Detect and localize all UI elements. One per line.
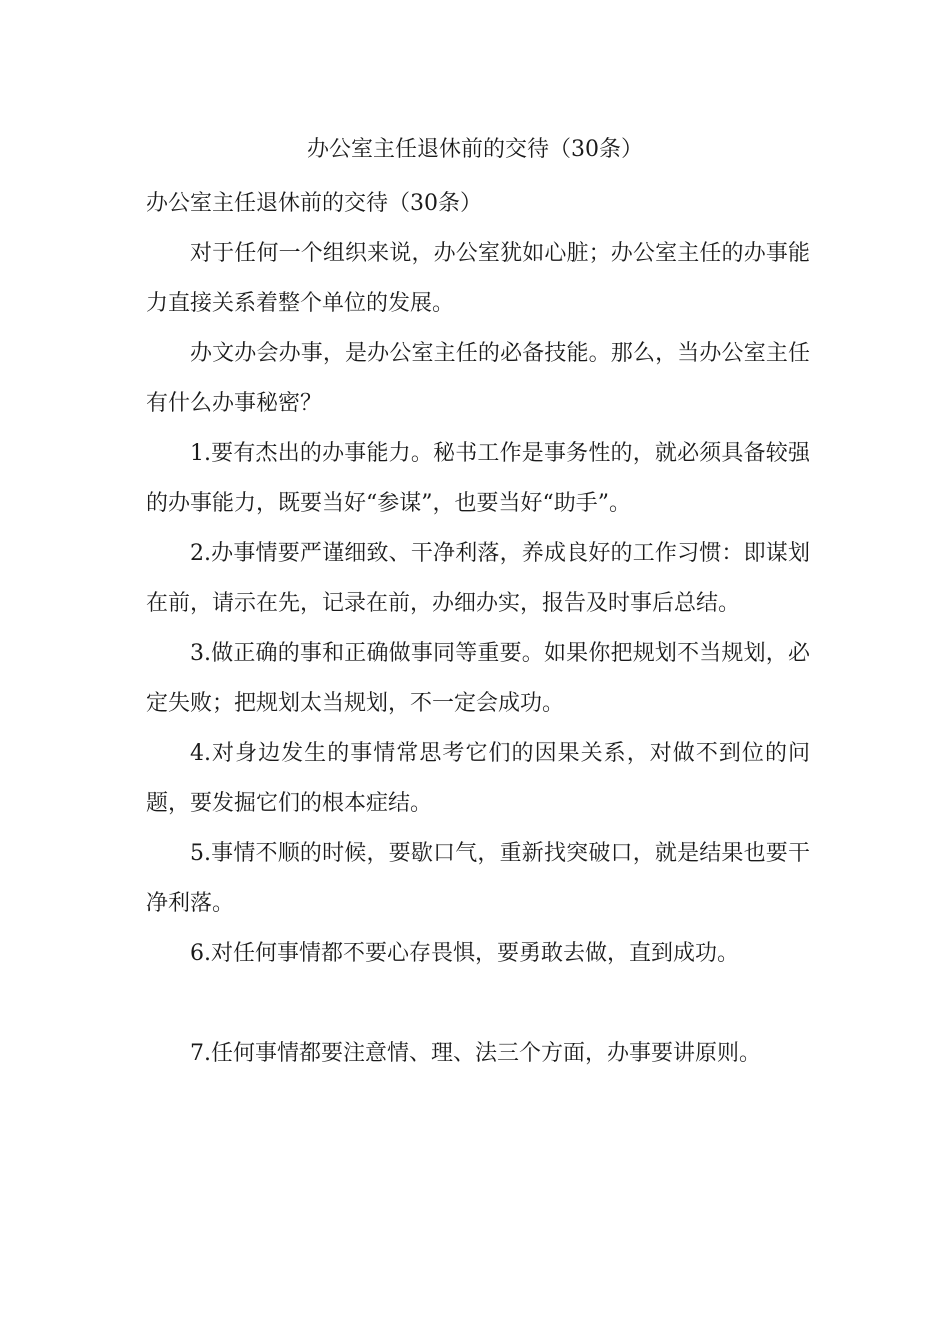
paragraph-question: 办文办会办事，是办公室主任的必备技能。那么，当办公室主任有什么办事秘密？ bbox=[146, 341, 810, 416]
paragraph-item-4: 4.对身边发生的事情常思考它们的因果关系，对做不到位的问题，要发掘它们的根本症结。 bbox=[146, 741, 810, 816]
paragraph-item-6: 6.对任何事情都不要心存畏惧，要勇敢去做，直到成功。 bbox=[190, 941, 739, 966]
paragraph-intro: 对于任何一个组织来说，办公室犹如心脏；办公室主任的办事能力直接关系着整个单位的发展。 bbox=[146, 241, 810, 316]
paragraph-item-5: 5.事情不顺的时候，要歇口气，重新找突破口，就是结果也要干净利落。 bbox=[146, 841, 810, 916]
page-title: 办公室主任退休前的交待（30条） bbox=[307, 137, 643, 162]
blank-line bbox=[146, 979, 810, 1029]
paragraph-item-2: 2.办事情要严谨细致、干净利落，养成良好的工作习惯：即谋划在前，请示在先，记录在前，办细办实，报告及时事后总结。 bbox=[146, 541, 810, 616]
paragraph-item-3: 3.做正确的事和正确做事同等重要。如果你把规划不当规划，必定失败；把规划太当规划，不一定会成功。 bbox=[146, 641, 810, 716]
document-body bbox=[146, 179, 810, 1079]
paragraph-item-7: 7.任何事情都要注意情、理、法三个方面，办事要讲原则。 bbox=[190, 1041, 761, 1066]
paragraph-item-1: 1.要有杰出的办事能力。秘书工作是事务性的，就必须具备较强的办事能力，既要当好“参谋”，也要当好“助手”。 bbox=[146, 441, 810, 516]
document-subtitle: 办公室主任退休前的交待（30条） bbox=[146, 191, 482, 216]
